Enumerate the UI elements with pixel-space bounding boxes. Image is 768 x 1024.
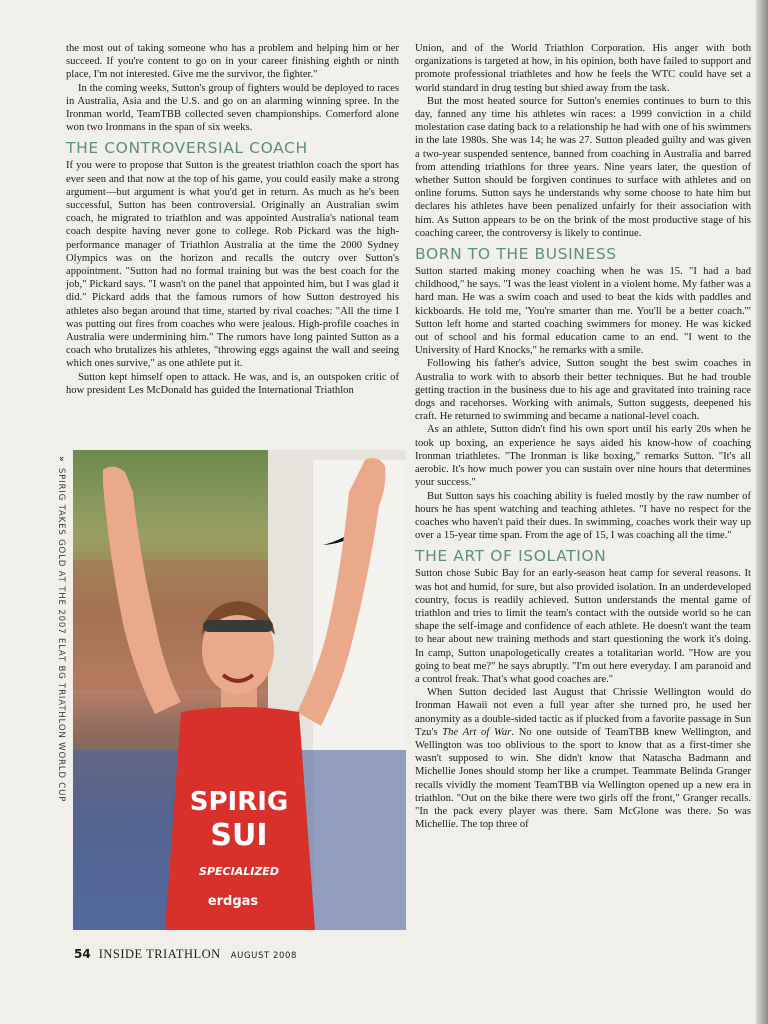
photo-caption — [56, 456, 66, 802]
caption-arrow-icon: » — [56, 456, 66, 463]
paragraph: If you were to propose that Sutton is the greatest triathlon coach the sport has ever seen and that now at the top of his game, you could easily make a strong argument—but argument is what you'd get in return. As much as he's been successful, Sutton has been controversial. Originally an Australian swim coach, he migrated to triathlon and was appointed Australia's national team coach despite having never gone to college. Rob Pickard was the high-performance manager of Triathlon Australia at the time the 2000 Sydney Olympics was on the horizon and recalls the outcry over Sutton's appointment. "Sutton had no formal training but was the best coach for the job," Pickard says. "I wasn't on the panel that appointed him, but I was glad it did." Pickard adds that the famous rumors of how Sutton destroyed his athletes also began around that time, started by rival coaches: "All the time I was putting out fires from coaches who were jealous. High-profile coaches in Australia were undermining him." The rumors have long painted Sutton as a coach who brutalizes his athletes, "throwing eggs against the wall and seeing which ones survive," as one athlete put it. — [66, 160, 399, 370]
paragraph: Union, and of the World Triathlon Corporation. His anger with both organizations is targeted at how, in his opinion, both have failed to support and promote professional triathletes and how he feels the WTC could have set a world standard in drug testing but shied away from the task. — [415, 43, 751, 94]
paragraph-text: When Sutton decided last August that Chrissie Wellington would do Ironman Hawaii not even a full year after she turned pro, he used her anonymity as a double-sided tactic as if plucked from a favorite passage in Sun Tzu's — [415, 687, 751, 738]
paragraph: Sutton kept himself open to attack. He was, and is, an outspoken critic of how president Les McDonald has guided the International Triathlon — [66, 371, 399, 396]
caption-text: SPIRIG TAKES GOLD AT THE 2007 ELAT BG TRIATHLON WORLD CUP — [56, 467, 66, 803]
paragraph: Sutton started making money coaching when he was 15. "I had a bad childhood," he says. "I was the least violent in a violent home. My father was a hard man. He was a swim coach and used to beat the kids with paddles and kickboards. He told me, 'You're smarter than me. You'll be a better coach.'" Sutton left home and started coaching swimmers for money. He was kicked out of school and his formal education came to an end. "I went to the University of Hard Knocks," he remarks with a smile. — [415, 266, 751, 357]
sunglasses-icon — [203, 620, 273, 632]
paragraph: Sutton chose Subic Bay for an early-season heat camp for several reasons. It was hot and humid, for sure, but also provided isolation. In an underdeveloped country, focus is readily achieved. Sutton understands the mental game of triathlon and tries to limit the team's contact with the outside world so he can shape the self-image and confidence of each athlete. He doesn't want the team to hear about new training methods and start questioning the work it's doing. In camp, Sutton unapologetically creates a totalitarian world. "How are you going to beat me?" he says abruptly. "I'm out here everyday. I am paranoid and a control freak. That's what good coaches are." — [415, 568, 751, 685]
paragraph: As an athlete, Sutton didn't find his own sport until his early 20s when he took up boxing, an experience he says aided his know-how of coaching Ironman triathletes. "The Ironman is like boxing," remarks Sutton. "It's all aerobic. It's how much power you can sustain over nine hours that determines your success." — [415, 424, 751, 489]
page-footer — [74, 945, 297, 963]
paragraph: But Sutton says his coaching ability is fueled mostly by the raw number of hours he has spent watching and teaching athletes. "I have no respect for the coaches who haven't paid their dues. In swimming, coaches work their way up over a 15-year time span. From the age of 15, I was coaching all the time." — [415, 490, 751, 542]
jersey-sponsor-specialized: SPECIALIZED — [199, 865, 279, 878]
page-edge — [756, 0, 768, 1024]
paragraph: But the most heated source for Sutton's enemies continues to burn to this day, fanned any time his athletes win races: a 1999 conviction in a child molestation case dating back to a relationship he had with one of his swimmers in the late 1980s. She was 14; he was 27. Sutton pleaded guilty and was given a two-year suspended sentence, banned from coaching in Australia and barred from attending triathlons for three years. Nine years later, the question of whether Sutton should be forgiven continues to surface with athletes and on online forums. Sutton says he understands why some choose to hate him but declares his athletes have been penalized unfairly for their association with him. As Sutton appears to be on the brink of the most productive stage of his coaching career, the controversy is likely to continue. — [415, 95, 751, 239]
paragraph: In the coming weeks, Sutton's group of fighters would be deployed to races in Australia, Asia and the U.S. and go on an alarming winning spree. In the Ironman world, TeamTBB collected seven championships. Comerford alone won two Ironmans in the span of six weeks. — [66, 82, 399, 134]
jersey-name: SPIRIG — [189, 787, 289, 817]
jersey-sponsor-erdgas: erdgas — [207, 894, 259, 909]
athlete-illustration — [73, 450, 406, 930]
paragraph — [415, 686, 751, 831]
magazine-name: INSIDE TRIATHLON — [98, 947, 221, 961]
paragraph: the most out of taking someone who has a problem and helping him or her succeed. If you're content to go on in your career finishing eighth or ninth place, I'm not interested. Give me the survivor, the fighter." — [66, 43, 399, 81]
section-heading-born-to-the-business: BORN TO THE BUSINESS — [415, 245, 617, 264]
issue-date: AUGUST 2008 — [230, 951, 298, 961]
section-heading-controversial-coach: THE CONTROVERSIAL COACH — [66, 139, 308, 158]
jersey-country: SUI — [210, 818, 268, 853]
page-number: 54 — [74, 947, 91, 961]
paragraph-text: . No one outside of TeamTBB knew Wellington, and Wellington was too oblivious to the sport to know that as a first-timer she wasn't supposed to win. She didn't know that Natascha Badmann and Michellie Jones should stomp her like a crumpet. Teammate Belinda Granger recalls vividly the moment TeamTBB via Wellington opened up a new era in triathlon. "Out on the bike there were two girls off the front," Granger recalls. "In the pack every player was there. Sam McGlone was there. So was Michellie. The top three of — [415, 726, 751, 831]
athlete-photo — [73, 450, 406, 930]
right-column — [415, 42, 751, 831]
left-column — [66, 42, 399, 397]
section-heading-art-of-isolation: THE ART OF ISOLATION — [415, 547, 607, 566]
paragraph: Following his father's advice, Sutton sought the best swim coaches in Australia to work with to absorb their better techniques. But he had trouble getting traction in the business due to his age and gravitated into training race dogs and racehorses. Working with animals, Sutton suggests, deepened his craft. He returned to swimming and became a national-level coach. — [415, 358, 751, 423]
book-title: The Art of War — [442, 726, 512, 738]
